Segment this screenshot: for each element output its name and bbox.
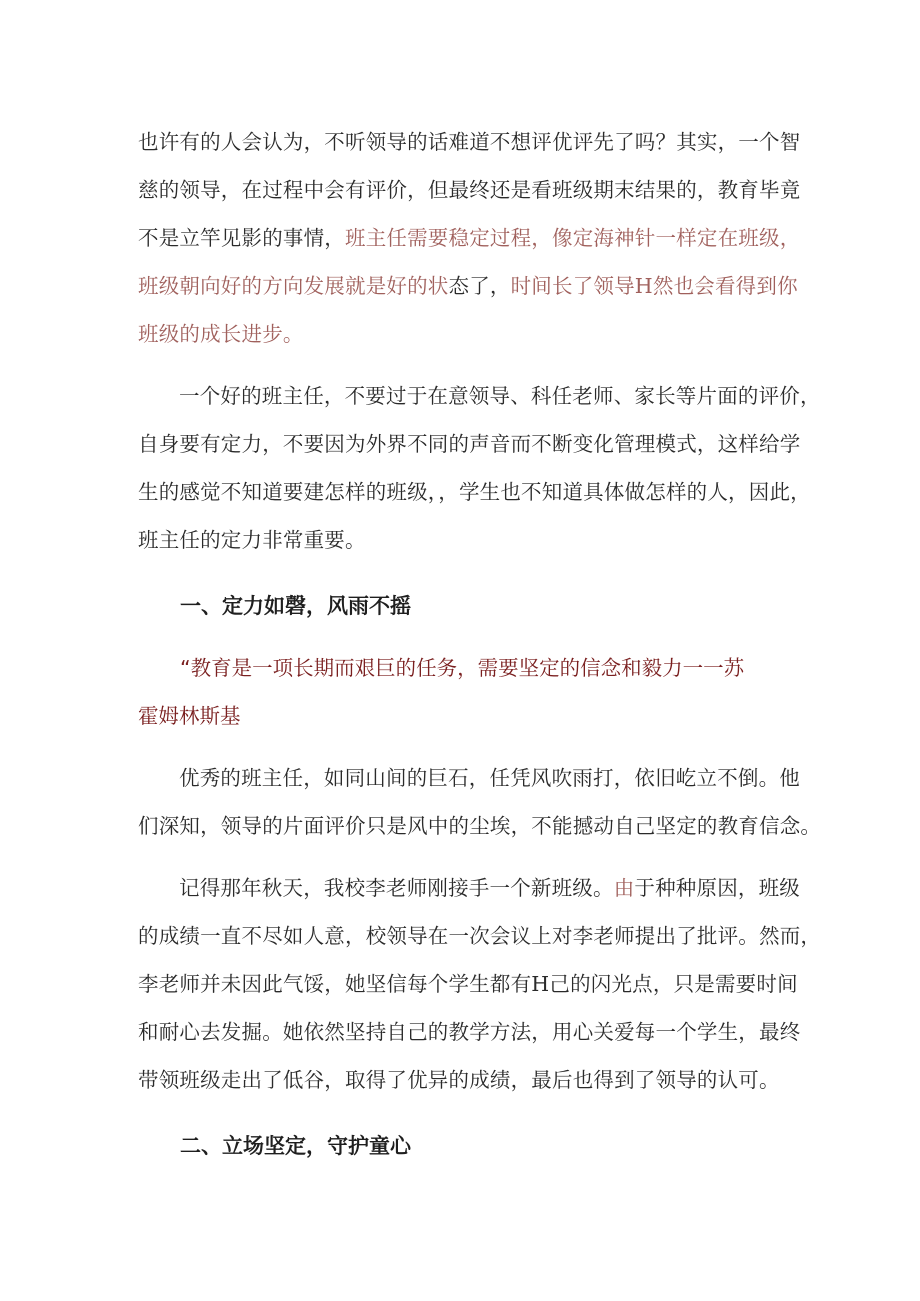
text-line: 优秀的班主任，如同山间的巨石，任凭风吹雨打，依旧屹立不倒。他 [179, 766, 800, 790]
text-line: 班主任的定力非常重要。 [138, 528, 366, 552]
spacer [138, 740, 788, 754]
text-line: 自身要有定力，不要因为外界不同的声音而不断变化管理模式，这样给学 [138, 432, 801, 456]
quote-block [138, 644, 788, 740]
quote-line: 霍姆林斯基 [138, 704, 241, 728]
paragraph-teacher-li-story [138, 864, 822, 1104]
spacer [138, 630, 788, 644]
text-line: 生的感觉不知道要建怎样的班级，，学生也不知道具体做怎样的人，因此， [138, 480, 811, 504]
highlighted-text: 时间长了领导H然也会看得到你 [510, 274, 798, 298]
section-heading-1: 一、定力如磬，风雨不摇 [180, 594, 411, 618]
section-heading-2: 二、立场坚定，守护童心 [180, 1134, 411, 1158]
highlighted-text: 班级的成长进步。 [138, 322, 304, 346]
text-line: 和耐心去发掘。她依然坚持自己的教学方法，用心关爱每一个学生，最终 [138, 1020, 801, 1044]
text-line: 一个好的班主任，不要过于在意领导、科任老师、家长等片面的评价， [179, 384, 821, 408]
quote-line: “教育是一项长期而艰巨的任务，需要坚定的信念和毅力一一苏 [180, 656, 745, 680]
highlighted-text: 班级朝向好的方向发展就是好的状 [138, 274, 449, 298]
text-line: 也许有的人会认为，不听领导的话难道不想评优评先了吗？其实，一个智 [138, 130, 801, 154]
text-line: 慈的领导，在过程中会有评价，但最终还是看班级期末结果的，教育毕竟 [138, 178, 801, 202]
text-segment: 记得那年秋天，我校李老师刚接手一个新班级。 [179, 876, 614, 900]
text-line: 李老师并未因此气馁，她坚信每个学生都有H己的闪光点，只是需要时间 [138, 972, 798, 996]
document-page [138, 118, 822, 1170]
text-segment: 态了， [448, 274, 511, 298]
text-line [138, 864, 801, 912]
text-line [138, 262, 798, 310]
text-segment: 于种种原因，班级 [634, 876, 801, 900]
spacer [138, 358, 788, 372]
text-line: 的成绩一直不尽如人意，校领导在一次会议上对李老师提出了批评。然而， [138, 924, 822, 948]
highlighted-text: 由 [613, 876, 635, 900]
spacer [138, 850, 788, 864]
text-segment: 不是立竿见影的事情， [138, 226, 345, 250]
paragraph-rock-metaphor [138, 754, 822, 850]
paragraph-good-teacher [138, 372, 821, 564]
spacer [138, 1104, 788, 1122]
text-line: 们深知，领导的片面评价只是风中的尘埃，不能撼动自己坚定的教育信念。 [138, 814, 822, 838]
paragraph-leader-evaluation [138, 118, 801, 358]
text-line: 带领班级走出了低谷，取得了优异的成绩，最后也得到了领导的认可。 [138, 1068, 780, 1092]
highlighted-text: 班主任需要稳定过程，像定海神针一样定在班级， [345, 226, 801, 250]
spacer [138, 564, 788, 582]
text-line [138, 214, 801, 262]
